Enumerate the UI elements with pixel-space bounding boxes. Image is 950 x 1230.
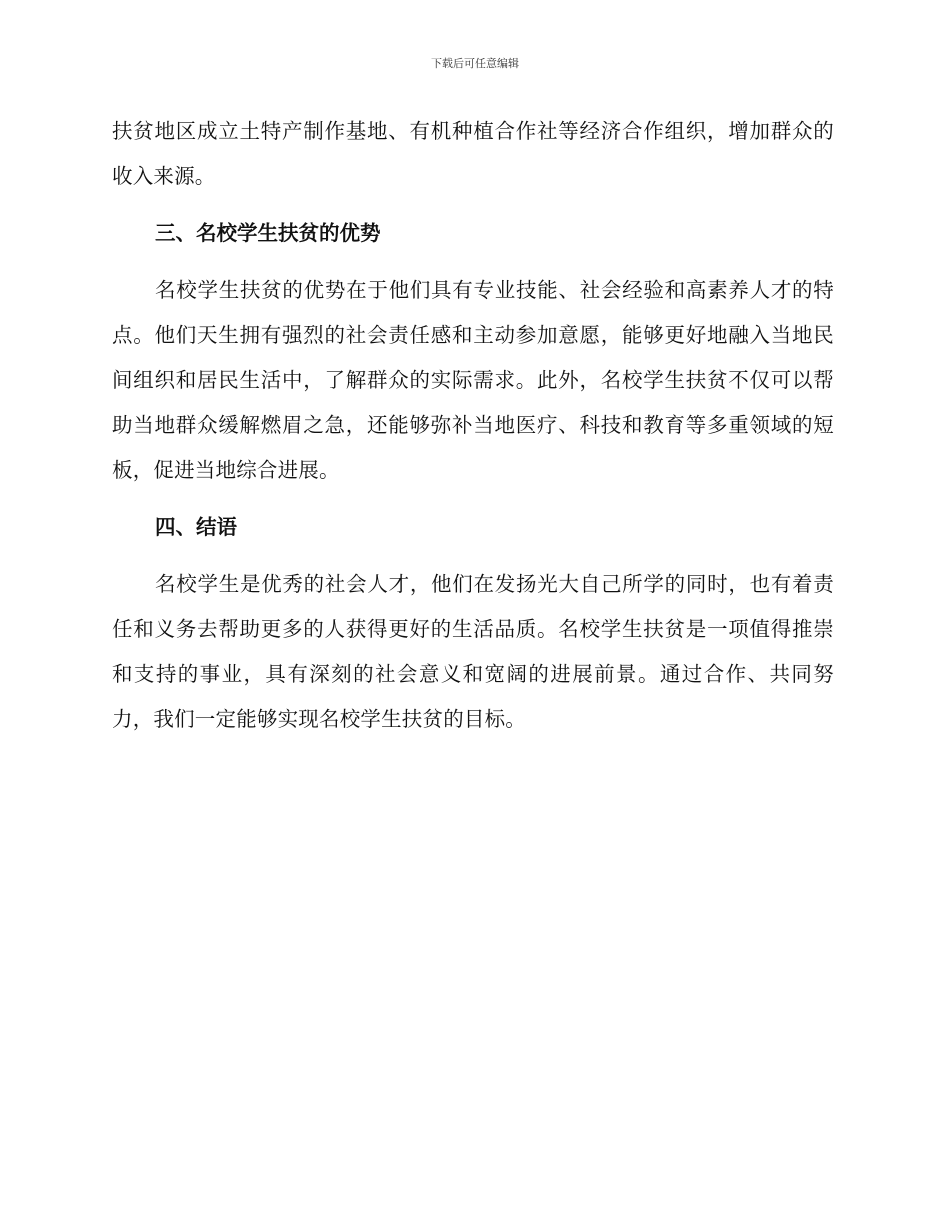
paragraph-advantages: 名校学生扶贫的优势在于他们具有专业技能、社会经验和高素养人才的特点。他们天生拥有强烈的社会责任感和主动参加意愿，能够更好地融入当地民间组织和居民生活中，了解群众的实际需求。此外，名校学生扶贫不仅可以帮助当地群众缓解燃眉之急，还能够弥补当地医疗、科技和教育等多重领域的短板，促进当地综合进展。: [112, 278, 834, 482]
page-header: 下载后可任意编辑: [431, 57, 519, 70]
paragraph-conclusion: 名校学生是优秀的社会人才，他们在发扬光大自己所学的同时，也有着责任和义务去帮助更多的人获得更好的生活品质。名校学生扶贫是一项值得推崇和支持的事业，具有深刻的社会意义和宽阔的进展前景。通过合作、共同努力，我们一定能够实现名校学生扶贫的目标。: [112, 572, 834, 731]
section-heading-advantages: 三、名校学生扶贫的优势: [155, 221, 381, 245]
document-body: [112, 109, 834, 742]
paragraph-intro: 扶贫地区成立土特产制作基地、有机种植合作社等经济合作组织，增加群众的收入来源。: [112, 119, 834, 188]
section-heading-conclusion: 四、结语: [155, 515, 237, 539]
